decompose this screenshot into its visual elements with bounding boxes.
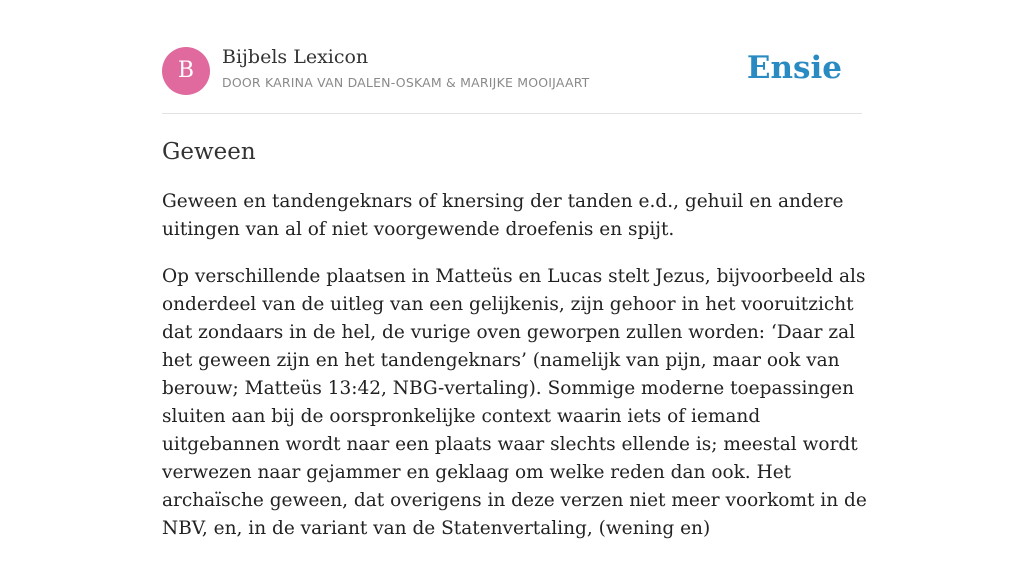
entry-paragraph: Op verschillende plaatsen in Matteüs en Lucas stelt Jezus, bijvoorbeeld als onderdeel van de uitleg van een gelijkenis, zijn gehoor in het vooruitzicht dat zondaars in de hel, de vurige oven geworpen zullen worden: ‘Daar zal het geween zijn en het tandengeknars’ (namelijk van pijn, maar ook van berouw; Matteüs 13:42, NBG-vertaling). Sommige moderne toepassingen sluiten aan bij de oorspronkelijke context waarin iets of iemand uitgebannen wordt naar een plaats waar slechts ellende is; meestal wordt verwezen naar gejammer en geklaag om welke reden dan ook. Het archaïsche geween, dat overigens in deze verzen niet meer voorkomt in de NBV, en, in de variant van de Statenvertaling, (wening en) (162, 266, 867, 539)
ensie-logo[interactable]: Ensie (746, 50, 842, 86)
book-title[interactable]: Bijbels Lexicon (222, 46, 369, 68)
avatar[interactable]: B (162, 47, 210, 95)
book-header (162, 46, 862, 114)
entry-paragraph: Geween en tandengeknars of knersing der tanden e.d., gehuil en andere uitingen van al of niet voorgewende droefenis en spijt. (162, 191, 844, 240)
book-authors: DOOR KARINA VAN DALEN-OSKAM & MARIJKE MOOIJAART (222, 75, 590, 90)
entry-content (162, 136, 872, 562)
entry-title: Geween (162, 139, 256, 165)
